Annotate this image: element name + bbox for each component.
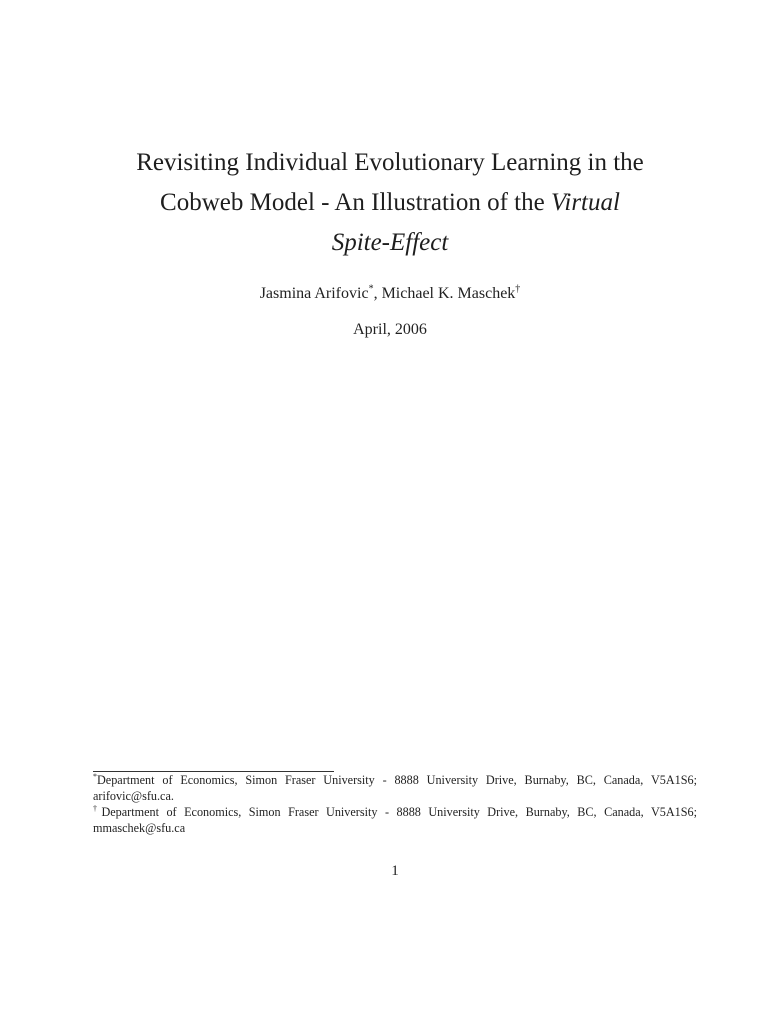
page-number: 1 xyxy=(391,863,399,879)
title-line-3-italic: Spite-Effect xyxy=(331,229,449,256)
footnote-2-text: Department of Economics, Simon Fraser University - 8888 University Drive, Burnaby, BC, Canada, V5A1S6; mmaschek@sfu.ca xyxy=(93,805,697,835)
author-separator: , xyxy=(373,285,382,302)
paper-title xyxy=(90,143,690,263)
title-line-3 xyxy=(90,223,690,263)
publication-date: April, 2006 xyxy=(353,321,427,338)
footnote-2 xyxy=(93,804,697,836)
footnote-2-mark: † xyxy=(93,803,102,813)
title-line-1: Revisiting Individual Evolutionary Learning in the xyxy=(136,149,644,176)
author-name-2: Michael K. Maschek xyxy=(381,285,516,302)
footnote-1-text: Department of Economics, Simon Fraser University - 8888 University Drive, Burnaby, BC, Canada, V5A1S6; arifovic@sfu.ca. xyxy=(93,773,697,803)
title-line-2-italic: Virtual xyxy=(550,189,620,216)
title-line-2-plain: Cobweb Model - An Illustration of the xyxy=(160,189,551,216)
footnotes-section xyxy=(93,772,697,836)
footnote-1 xyxy=(93,772,697,804)
footnote-1-mark: * xyxy=(93,771,97,781)
author-1-footnote-mark: * xyxy=(368,283,374,295)
author-list xyxy=(90,284,690,304)
author-2-footnote-mark: † xyxy=(515,283,521,295)
title-line-2 xyxy=(90,183,690,223)
author-name-1: Jasmina Arifovic xyxy=(259,285,369,302)
